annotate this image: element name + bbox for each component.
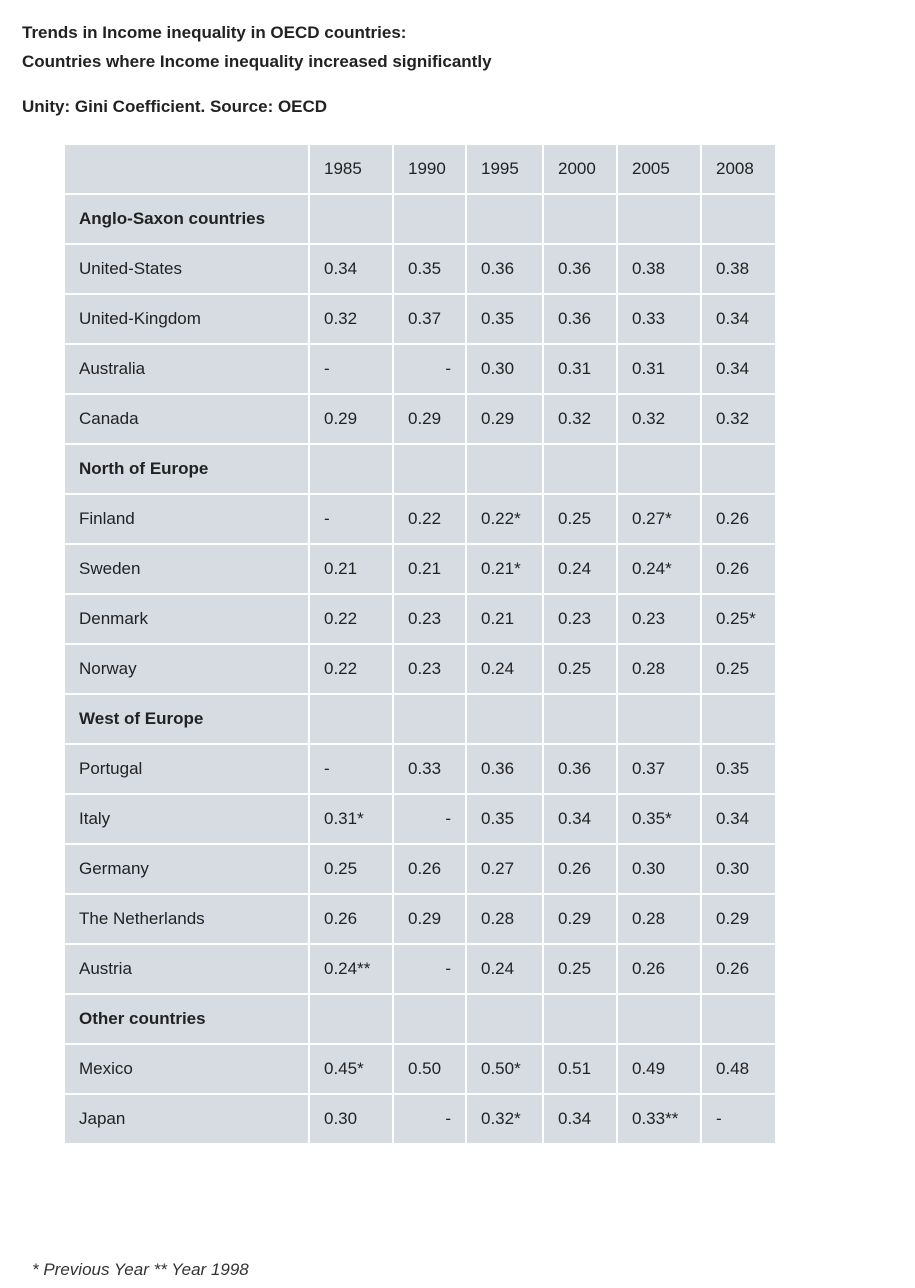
gini-value-cell: 0.35	[466, 294, 543, 344]
gini-value-cell: 0.34	[701, 294, 776, 344]
group-label: North of Europe	[64, 444, 309, 494]
gini-value-cell: 0.51	[543, 1044, 617, 1094]
table-row	[64, 794, 776, 844]
gini-value-cell: 0.21	[309, 544, 393, 594]
gini-value-cell: 0.21	[466, 594, 543, 644]
gini-value-cell: 0.50*	[466, 1044, 543, 1094]
gini-value-cell: 0.27	[466, 844, 543, 894]
empty-cell	[309, 444, 393, 494]
gini-value-cell: 0.29	[543, 894, 617, 944]
empty-cell	[701, 994, 776, 1044]
gini-value-cell: 0.37	[617, 744, 701, 794]
gini-value-cell: 0.36	[543, 294, 617, 344]
table-row	[64, 1044, 776, 1094]
gini-value-cell: 0.32	[543, 394, 617, 444]
gini-value-cell: 0.24	[466, 644, 543, 694]
gini-value-cell: 0.32	[309, 294, 393, 344]
gini-value-cell: 0.28	[617, 644, 701, 694]
gini-value-cell: 0.35	[701, 744, 776, 794]
gini-value-cell: 0.35	[393, 244, 466, 294]
country-label: Sweden	[64, 544, 309, 594]
title-line-1: Trends in Income inequality in OECD countries:	[22, 23, 407, 42]
group-label: Other countries	[64, 994, 309, 1044]
gini-value-cell: 0.37	[393, 294, 466, 344]
country-label: United-Kingdom	[64, 294, 309, 344]
gini-value-cell: 0.38	[701, 244, 776, 294]
table-row	[64, 744, 776, 794]
gini-value-cell: 0.30	[466, 344, 543, 394]
gini-value-cell: 0.29	[466, 394, 543, 444]
gini-value-cell: 0.30	[701, 844, 776, 894]
gini-value-cell: 0.23	[393, 594, 466, 644]
gini-value-cell: 0.32	[617, 394, 701, 444]
gini-value-cell: 0.26	[543, 844, 617, 894]
gini-value-cell: 0.22	[309, 594, 393, 644]
gini-value-cell: -	[393, 1094, 466, 1144]
gini-value-cell: 0.35*	[617, 794, 701, 844]
gini-value-cell: 0.38	[617, 244, 701, 294]
gini-value-cell: 0.24	[543, 544, 617, 594]
table-row	[64, 294, 776, 344]
gini-value-cell: 0.31*	[309, 794, 393, 844]
gini-value-cell: 0.32	[701, 394, 776, 444]
gini-value-cell: 0.34	[543, 794, 617, 844]
table-row	[64, 344, 776, 394]
country-label: The Netherlands	[64, 894, 309, 944]
group-header-row	[64, 694, 776, 744]
empty-cell	[543, 444, 617, 494]
table-row	[64, 944, 776, 994]
gini-value-cell: 0.26	[701, 494, 776, 544]
gini-value-cell: 0.31	[543, 344, 617, 394]
table-row	[64, 844, 776, 894]
gini-value-cell: 0.26	[309, 894, 393, 944]
gini-value-cell: 0.35	[466, 794, 543, 844]
gini-value-cell: 0.50	[393, 1044, 466, 1094]
gini-value-cell: 0.32*	[466, 1094, 543, 1144]
country-label: Canada	[64, 394, 309, 444]
gini-value-cell: 0.33	[393, 744, 466, 794]
empty-cell	[466, 444, 543, 494]
group-header-row	[64, 194, 776, 244]
country-label: Germany	[64, 844, 309, 894]
gini-value-cell: 0.45*	[309, 1044, 393, 1094]
table-row	[64, 644, 776, 694]
gini-value-cell: -	[393, 794, 466, 844]
table-header-row	[64, 144, 776, 194]
gini-value-cell: 0.29	[309, 394, 393, 444]
gini-value-cell: 0.27*	[617, 494, 701, 544]
empty-cell	[393, 994, 466, 1044]
gini-value-cell: 0.21	[393, 544, 466, 594]
gini-value-cell: 0.25*	[701, 594, 776, 644]
gini-value-cell: 0.34	[701, 344, 776, 394]
gini-value-cell: 0.25	[701, 644, 776, 694]
gini-value-cell: 0.26	[617, 944, 701, 994]
gini-value-cell: 0.28	[617, 894, 701, 944]
table-row	[64, 494, 776, 544]
footnote: * Previous Year ** Year 1998	[32, 1260, 249, 1279]
empty-cell	[701, 444, 776, 494]
gini-value-cell: 0.31	[617, 344, 701, 394]
gini-value-cell: 0.36	[466, 744, 543, 794]
gini-value-cell: 0.26	[393, 844, 466, 894]
gini-value-cell: 0.25	[543, 944, 617, 994]
empty-cell	[393, 444, 466, 494]
country-label: Italy	[64, 794, 309, 844]
table-row	[64, 894, 776, 944]
gini-value-cell: -	[701, 1094, 776, 1144]
empty-cell	[617, 994, 701, 1044]
country-label: Australia	[64, 344, 309, 394]
header-year-2008: 2008	[701, 144, 776, 194]
gini-value-cell: 0.22	[393, 494, 466, 544]
table-row	[64, 544, 776, 594]
empty-cell	[617, 444, 701, 494]
gini-value-cell: 0.23	[617, 594, 701, 644]
gini-value-cell: -	[309, 744, 393, 794]
gini-value-cell: 0.25	[543, 494, 617, 544]
table-row	[64, 1094, 776, 1144]
title-line-2: Countries where Income inequality increased significantly	[22, 52, 492, 71]
gini-value-cell: -	[309, 494, 393, 544]
gini-value-cell: 0.36	[543, 244, 617, 294]
empty-cell	[309, 994, 393, 1044]
gini-value-cell: -	[309, 344, 393, 394]
empty-cell	[393, 194, 466, 244]
empty-cell	[466, 194, 543, 244]
gini-value-cell: 0.29	[393, 894, 466, 944]
group-header-row	[64, 994, 776, 1044]
gini-value-cell: 0.21*	[466, 544, 543, 594]
gini-value-cell: 0.48	[701, 1044, 776, 1094]
gini-value-cell: 0.36	[466, 244, 543, 294]
header-year-1985: 1985	[309, 144, 393, 194]
gini-value-cell: 0.33	[617, 294, 701, 344]
empty-cell	[617, 194, 701, 244]
page-title	[22, 18, 492, 76]
header-year-1995: 1995	[466, 144, 543, 194]
gini-value-cell: 0.26	[701, 944, 776, 994]
empty-cell	[543, 194, 617, 244]
gini-value-cell: 0.28	[466, 894, 543, 944]
country-label: Denmark	[64, 594, 309, 644]
gini-value-cell: 0.26	[701, 544, 776, 594]
group-label: Anglo-Saxon countries	[64, 194, 309, 244]
header-corner-cell	[64, 144, 309, 194]
gini-value-cell: 0.29	[393, 394, 466, 444]
gini-value-cell: 0.30	[309, 1094, 393, 1144]
group-header-row	[64, 444, 776, 494]
gini-value-cell: 0.34	[543, 1094, 617, 1144]
table-body	[64, 194, 776, 1144]
gini-value-cell: 0.23	[543, 594, 617, 644]
gini-value-cell: 0.23	[393, 644, 466, 694]
gini-value-cell: 0.24**	[309, 944, 393, 994]
country-label: United-States	[64, 244, 309, 294]
empty-cell	[466, 994, 543, 1044]
empty-cell	[701, 694, 776, 744]
table-row	[64, 244, 776, 294]
empty-cell	[309, 194, 393, 244]
gini-value-cell: 0.24	[466, 944, 543, 994]
gini-value-cell: -	[393, 344, 466, 394]
gini-value-cell: 0.34	[701, 794, 776, 844]
table-row	[64, 394, 776, 444]
gini-value-cell: 0.29	[701, 894, 776, 944]
gini-value-cell: 0.49	[617, 1044, 701, 1094]
empty-cell	[543, 694, 617, 744]
empty-cell	[393, 694, 466, 744]
empty-cell	[466, 694, 543, 744]
empty-cell	[543, 994, 617, 1044]
gini-value-cell: 0.24*	[617, 544, 701, 594]
gini-value-cell: 0.33**	[617, 1094, 701, 1144]
gini-table	[63, 143, 777, 1145]
gini-value-cell: 0.22*	[466, 494, 543, 544]
empty-cell	[617, 694, 701, 744]
country-label: Norway	[64, 644, 309, 694]
table-row	[64, 594, 776, 644]
header-year-2000: 2000	[543, 144, 617, 194]
header-year-2005: 2005	[617, 144, 701, 194]
gini-value-cell: -	[393, 944, 466, 994]
gini-value-cell: 0.22	[309, 644, 393, 694]
country-label: Austria	[64, 944, 309, 994]
empty-cell	[701, 194, 776, 244]
country-label: Portugal	[64, 744, 309, 794]
empty-cell	[309, 694, 393, 744]
group-label: West of Europe	[64, 694, 309, 744]
country-label: Finland	[64, 494, 309, 544]
gini-value-cell: 0.25	[543, 644, 617, 694]
country-label: Japan	[64, 1094, 309, 1144]
gini-value-cell: 0.34	[309, 244, 393, 294]
gini-value-cell: 0.25	[309, 844, 393, 894]
unit-source-caption: Unity: Gini Coefficient. Source: OECD	[22, 97, 328, 116]
gini-value-cell: 0.36	[543, 744, 617, 794]
country-label: Mexico	[64, 1044, 309, 1094]
gini-value-cell: 0.30	[617, 844, 701, 894]
header-year-1990: 1990	[393, 144, 466, 194]
